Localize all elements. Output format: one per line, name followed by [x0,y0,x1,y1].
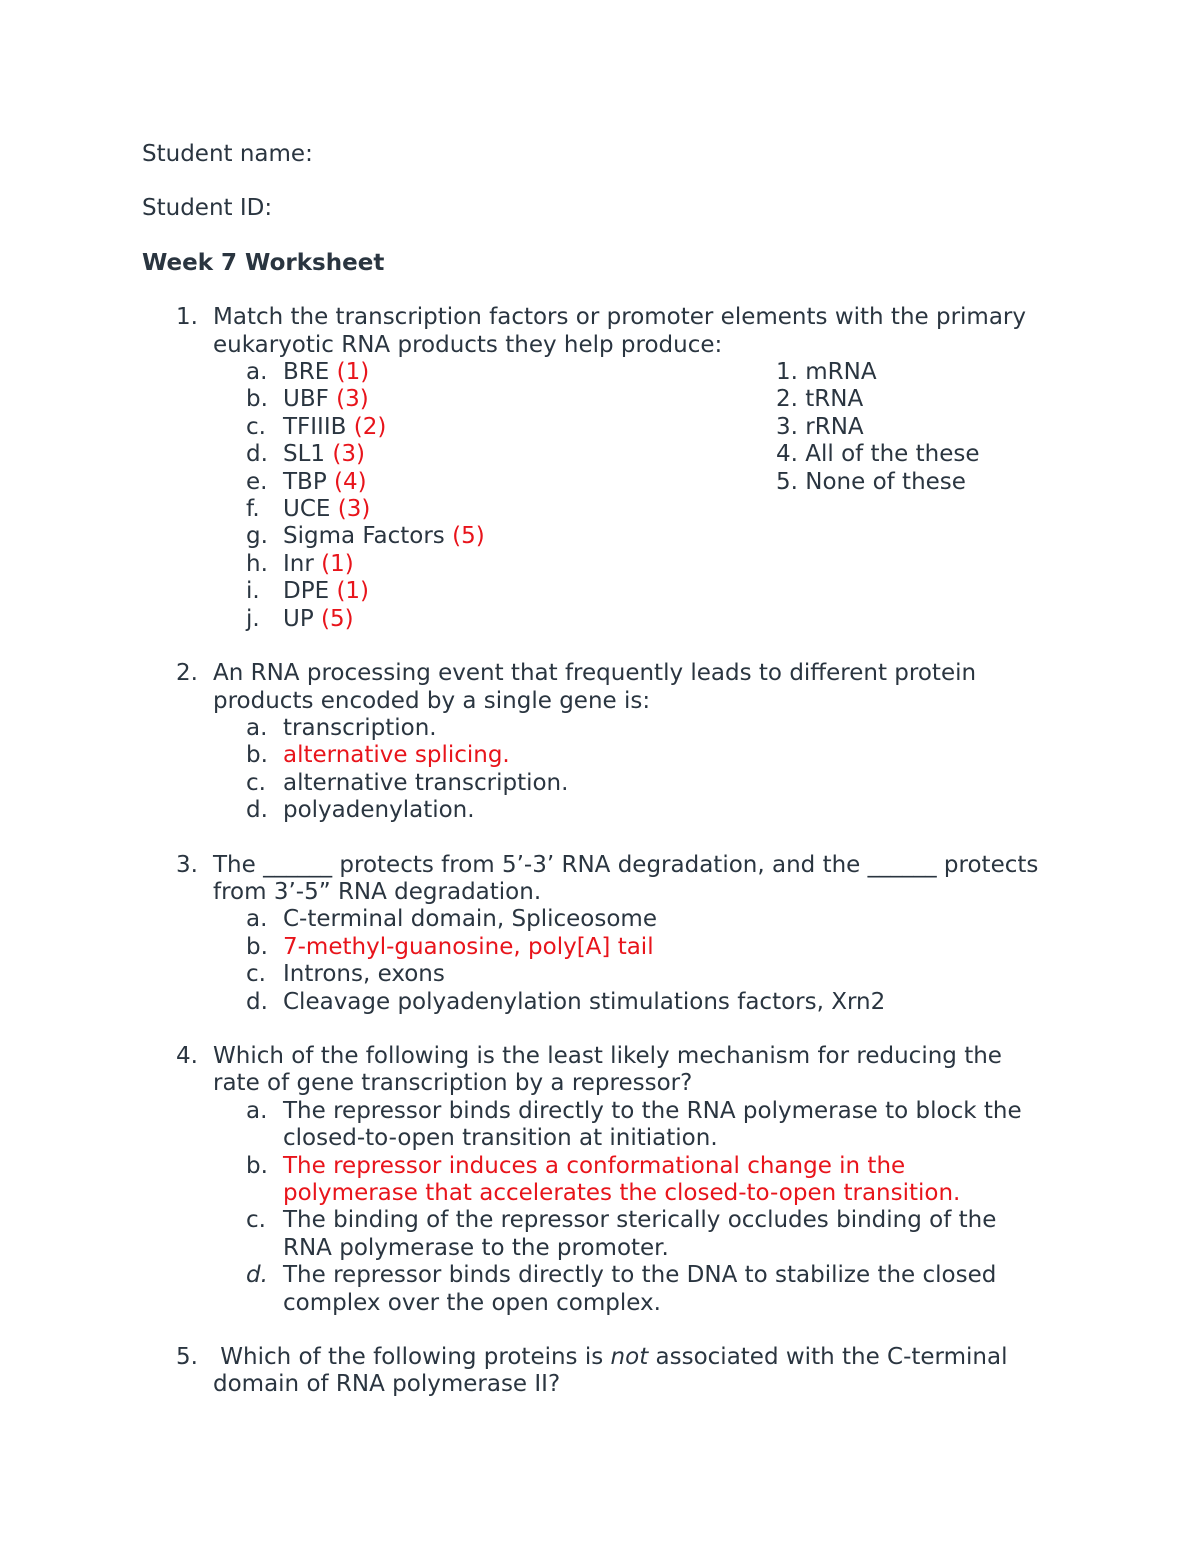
option-text: alternative transcription. [283,769,569,796]
option-text-line: The binding of the repressor sterically occludes binding of the [283,1207,997,1234]
option-letter: a. [246,906,268,933]
rna-product: 4. All of the these [776,441,980,468]
rna-product: 3. rRNA [776,413,864,440]
question-text-line: eukaryotic RNA products they help produce: [213,331,723,358]
option-letter: c. [246,1207,266,1234]
item-label: UCE [283,496,331,523]
rna-product: 1. mRNA [776,359,877,386]
answer-option [213,906,1072,933]
option-letter: a. [246,1097,268,1124]
question-3 [142,852,1072,1016]
option-text: Introns, exons [283,961,445,988]
item-label: TFIIIB [283,413,347,440]
question-number: 1. [176,304,198,331]
worksheet-page [142,141,1072,1426]
item-letter: a. [246,359,268,386]
option-letter: b. [246,742,268,769]
item-answer: (3) [337,496,371,523]
option-letter: d. [246,797,268,824]
option-text-line: The repressor binds directly to the RNA polymerase to block the [283,1097,1022,1124]
item-answer: (1) [336,578,370,605]
question-text-line [213,1344,1072,1371]
option-text: C-terminal domain, Spliceosome [283,906,657,933]
item-label: Inr [283,550,314,577]
worksheet-title: Week 7 Worksheet [142,249,385,276]
question-number: 5. [176,1344,198,1371]
question-text-line: Which of the following is the least likely mechanism for reducing the [213,1042,1002,1069]
item-label: UP [283,605,314,632]
item-letter: d. [246,441,268,468]
option-letter: a. [246,714,268,741]
student-id-label: Student ID: [142,195,273,222]
option-text: Cleavage polyadenylation stimulations factors, Xrn2 [283,988,886,1015]
answer-option-correct [213,1153,1072,1208]
question-text-line: rate of gene transcription by a repressor? [213,1070,693,1097]
item-letter: b. [246,386,268,413]
match-item [213,578,1072,605]
answer-option [213,797,1072,824]
item-letter: f. [246,496,260,523]
option-text: transcription. [283,714,437,741]
rna-product: 5. None of these [776,468,966,495]
option-letter: c. [246,769,266,796]
question-text-line: from 3’-5” RNA degradation. [213,878,542,905]
answer-option [213,1098,1072,1153]
item-letter: e. [246,468,268,495]
question-text-line: domain of RNA polymerase II? [213,1371,561,1398]
answer-option [213,961,1072,988]
question-2 [142,660,1072,824]
option-text-line: The repressor induces a conformational change in the [283,1152,906,1179]
answer-option-correct [213,742,1072,769]
option-text-line: RNA polymerase to the promoter. [283,1234,669,1261]
rna-product: 2. tRNA [776,386,864,413]
rna-products-list [776,359,980,496]
match-item [213,551,1072,578]
question-number: 2. [176,660,198,687]
item-label: TBP [283,468,327,495]
question-number: 4. [176,1042,198,1069]
question-1 [142,304,1072,633]
item-answer: (1) [336,359,370,386]
matching-block [213,359,1072,633]
answer-option-correct [213,934,1072,961]
question-text-part: associated with the C-terminal [648,1344,1008,1371]
answer-options [213,906,1072,1016]
answer-option [213,715,1072,742]
student-name-label: Student name: [142,141,313,167]
option-text-line: The repressor binds directly to the DNA to stabilize the closed [283,1262,997,1289]
question-text-line: Match the transcription factors or promoter elements with the primary [213,304,1026,331]
item-letter: j. [246,605,260,632]
match-item [213,523,1072,550]
answer-option [213,1262,1072,1317]
item-answer: (1) [321,550,354,577]
match-item [213,606,1072,633]
answer-option [213,989,1072,1016]
question-text-line: products encoded by a single gene is: [213,687,651,714]
answer-option [213,770,1072,797]
item-answer: (4) [334,468,367,495]
item-label: Sigma Factors [283,523,445,550]
option-letter: b. [246,933,268,960]
option-letter: c. [246,961,266,988]
option-text: polyadenylation. [283,797,475,824]
question-text-line: An RNA processing event that frequently leads to different protein [213,660,977,687]
item-answer: (2) [353,413,387,440]
item-letter: i. [246,578,260,605]
answer-option [213,1207,1072,1262]
item-label: UBF [283,386,329,413]
answer-options [213,1098,1072,1317]
match-item [213,496,1072,523]
item-answer: (3) [336,386,369,413]
option-letter: d. [246,1262,268,1289]
option-letter: d. [246,988,268,1015]
item-label: BRE [283,359,330,386]
question-number: 3. [176,851,198,878]
option-text: 7-methyl-guanosine, poly[A] tail [283,933,654,960]
item-label: DPE [283,578,330,605]
item-letter: g. [246,523,268,550]
item-answer: (3) [332,441,365,468]
answer-options [213,715,1072,825]
item-answer: (5) [452,523,485,550]
item-answer: (5) [321,605,354,632]
question-5 [142,1344,1072,1399]
question-text-part: Which of the following proteins is [213,1344,611,1371]
option-text-line: polymerase that accelerates the closed-to-open transition. [283,1180,961,1206]
item-letter: c. [246,413,266,440]
item-label: SL1 [283,441,326,468]
option-text-line: complex over the open complex. [283,1289,661,1316]
question-text-emphasis: not [610,1344,649,1371]
option-text-line: closed-to-open transition at initiation. [283,1125,718,1152]
question-4 [142,1043,1072,1317]
question-text-line: The ______ protects from 5’-3’ RNA degradation, and the ______ protects [213,851,1039,878]
option-text: alternative splicing. [283,742,510,769]
option-letter: b. [246,1152,268,1179]
item-letter: h. [246,550,268,577]
